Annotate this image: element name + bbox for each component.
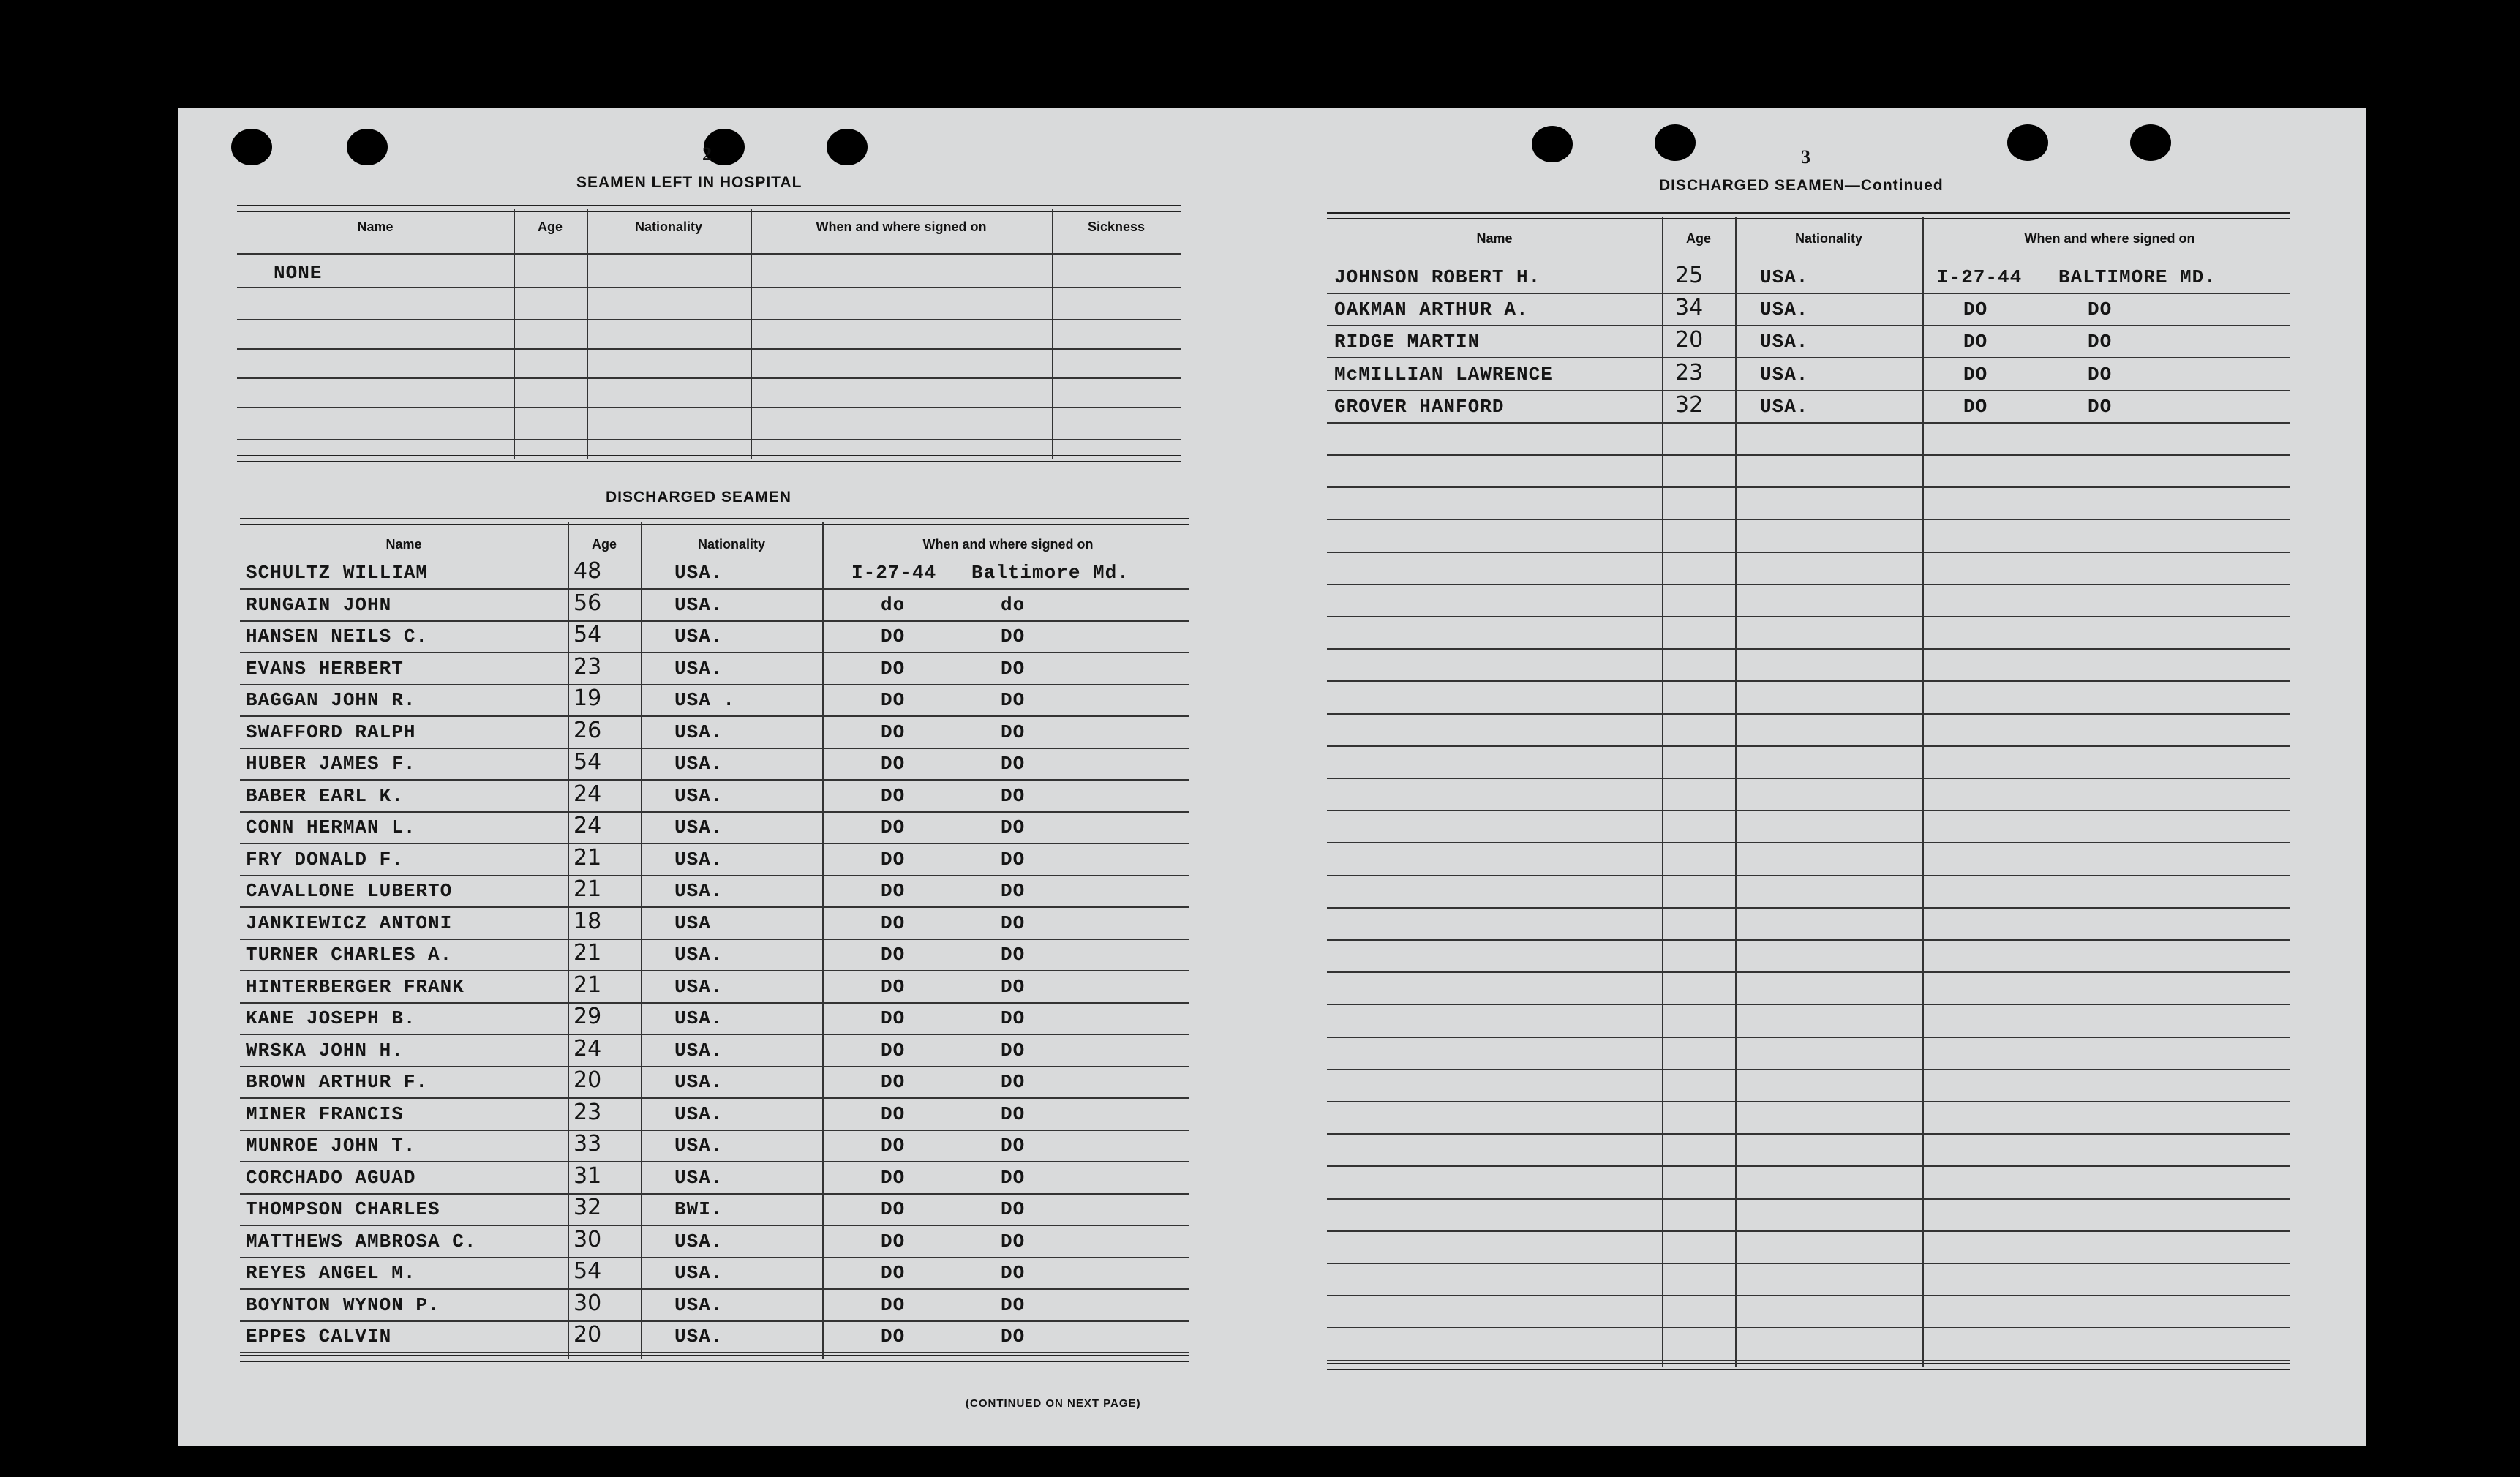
discharged-section-title: DISCHARGED SEAMEN bbox=[606, 489, 791, 506]
age-cell: 33 bbox=[573, 1131, 602, 1157]
hospital-table bbox=[237, 205, 1181, 473]
punch-hole bbox=[1655, 124, 1696, 161]
table-row bbox=[240, 1067, 1189, 1096]
nationality-cell: USA. bbox=[1760, 395, 1809, 418]
name-cell: BABER EARL K. bbox=[246, 784, 404, 807]
column-divider bbox=[514, 209, 515, 459]
nationality-cell: USA. bbox=[674, 1102, 723, 1125]
table-row bbox=[1327, 1070, 2290, 1100]
name-cell: CAVALLONE LUBERTO bbox=[246, 880, 453, 902]
date-cell: DO bbox=[881, 1326, 906, 1348]
place-cell: DO bbox=[1001, 784, 1026, 807]
age-cell: 21 bbox=[573, 876, 602, 902]
date-cell: DO bbox=[881, 689, 906, 711]
place-cell: DO bbox=[1001, 944, 1026, 966]
name-cell: CORCHADO AGUAD bbox=[246, 1166, 416, 1189]
table-row bbox=[1327, 326, 2290, 356]
table-row bbox=[1327, 1135, 2290, 1164]
table-row bbox=[1327, 1200, 2290, 1229]
name-cell: THOMPSON CHARLES bbox=[246, 1198, 440, 1220]
place-cell: DO bbox=[1001, 1166, 1026, 1189]
date-cell: DO bbox=[881, 848, 906, 871]
nationality-cell: USA. bbox=[674, 944, 723, 966]
nationality-cell: USA. bbox=[674, 1293, 723, 1316]
name-cell: OAKMAN ARTHUR A. bbox=[1334, 298, 1529, 321]
age-cell: 20 bbox=[1675, 327, 1704, 353]
place-cell: DO bbox=[1001, 1007, 1026, 1029]
place-cell: DO bbox=[1001, 753, 1026, 775]
table-row bbox=[1327, 650, 2290, 679]
name-cell: NONE bbox=[274, 262, 323, 284]
punch-hole bbox=[231, 129, 272, 165]
place-cell: DO bbox=[1001, 1071, 1026, 1093]
table-row bbox=[1327, 488, 2290, 517]
date-cell: DO bbox=[881, 721, 906, 743]
column-header: Age bbox=[591, 537, 617, 552]
age-cell: 34 bbox=[1675, 295, 1704, 321]
date-cell: DO bbox=[881, 657, 906, 680]
table-row bbox=[240, 748, 1189, 778]
name-cell: GROVER HANFORD bbox=[1334, 395, 1505, 418]
header-rule bbox=[237, 253, 1181, 255]
age-cell: 32 bbox=[573, 1195, 602, 1220]
column-divider bbox=[641, 522, 642, 1359]
table-row bbox=[240, 1321, 1189, 1350]
table-row bbox=[240, 621, 1189, 650]
date-cell: DO bbox=[881, 912, 906, 934]
date-cell: DO bbox=[881, 1198, 906, 1220]
table-row bbox=[240, 1194, 1189, 1223]
table-bottom-rule bbox=[240, 1355, 1189, 1362]
nationality-cell: USA. bbox=[1760, 363, 1809, 386]
table-top-rule bbox=[240, 518, 1189, 525]
name-cell: HANSEN NEILS C. bbox=[246, 625, 429, 647]
table-row bbox=[240, 685, 1189, 714]
name-cell: EVANS HERBERT bbox=[246, 657, 404, 680]
table-row bbox=[237, 258, 1181, 287]
punch-hole bbox=[347, 129, 388, 165]
age-cell: 26 bbox=[573, 717, 602, 743]
column-header: Name bbox=[1476, 231, 1513, 246]
nationality-cell: USA. bbox=[674, 562, 723, 584]
table-row bbox=[240, 1003, 1189, 1032]
date-cell: DO bbox=[881, 753, 906, 775]
table-row bbox=[237, 290, 1181, 319]
date-cell: DO bbox=[881, 1166, 906, 1189]
date-cell: I-27-44 bbox=[1937, 266, 2023, 288]
table-row bbox=[237, 410, 1181, 439]
column-divider bbox=[1662, 217, 1663, 1367]
date-cell: DO bbox=[881, 784, 906, 807]
nationality-cell: USA. bbox=[674, 1166, 723, 1189]
column-header: Nationality bbox=[634, 219, 702, 234]
column-header: Name bbox=[357, 219, 394, 234]
name-cell: EPPES CALVIN bbox=[246, 1326, 392, 1348]
place-cell: DO bbox=[1001, 880, 1026, 902]
place-cell: do bbox=[1001, 593, 1026, 616]
table-row bbox=[1327, 1038, 2290, 1067]
continued-table bbox=[1327, 212, 2290, 1383]
place-cell: DO bbox=[1001, 1198, 1026, 1220]
date-cell: DO bbox=[881, 880, 906, 902]
column-divider bbox=[1922, 217, 1924, 1367]
nationality-cell: USA. bbox=[674, 1039, 723, 1061]
punch-hole bbox=[827, 129, 868, 165]
date-cell: I-27-44 bbox=[851, 562, 937, 584]
nationality-cell: USA. bbox=[674, 880, 723, 902]
table-row bbox=[1327, 617, 2290, 647]
name-cell: BOYNTON WYNON P. bbox=[246, 1293, 440, 1316]
age-cell: 54 bbox=[573, 622, 602, 647]
table-row bbox=[1327, 715, 2290, 744]
name-cell: BROWN ARTHUR F. bbox=[246, 1071, 429, 1093]
name-cell: JANKIEWICZ ANTONI bbox=[246, 912, 453, 934]
place-cell: DO bbox=[1001, 912, 1026, 934]
place-cell: DO bbox=[2088, 298, 2113, 321]
table-row bbox=[1327, 1329, 2290, 1358]
name-cell: REYES ANGEL M. bbox=[246, 1262, 416, 1284]
date-cell: DO bbox=[1963, 395, 1988, 418]
place-cell: DO bbox=[1001, 1102, 1026, 1125]
date-cell: DO bbox=[881, 816, 906, 838]
nationality-cell: USA. bbox=[674, 1326, 723, 1348]
table-row bbox=[1327, 876, 2290, 906]
age-cell: 19 bbox=[573, 685, 602, 711]
right-page-number: 3 bbox=[1801, 146, 1810, 168]
name-cell: HUBER JAMES F. bbox=[246, 753, 416, 775]
table-row bbox=[240, 844, 1189, 873]
date-cell: do bbox=[881, 593, 906, 616]
table-row bbox=[240, 1226, 1189, 1255]
table-row bbox=[1327, 747, 2290, 776]
name-cell: HINTERBERGER FRANK bbox=[246, 975, 464, 998]
row-rule bbox=[237, 407, 1181, 408]
place-cell: DO bbox=[2088, 331, 2113, 353]
age-cell: 29 bbox=[573, 1004, 602, 1029]
date-cell: DO bbox=[881, 1071, 906, 1093]
date-cell: DO bbox=[881, 975, 906, 998]
nationality-cell: USA. bbox=[674, 816, 723, 838]
nationality-cell: USA. bbox=[674, 1230, 723, 1252]
table-row bbox=[1327, 683, 2290, 712]
date-cell: DO bbox=[881, 625, 906, 647]
age-cell: 25 bbox=[1675, 263, 1704, 288]
column-header: When and where signed on bbox=[922, 537, 1094, 552]
table-row bbox=[1327, 973, 2290, 1002]
date-cell: DO bbox=[881, 1135, 906, 1157]
age-cell: 20 bbox=[573, 1322, 602, 1348]
nationality-cell: USA. bbox=[674, 784, 723, 807]
column-divider bbox=[822, 522, 824, 1359]
nationality-cell: BWI. bbox=[674, 1198, 723, 1220]
column-header: Age bbox=[1685, 231, 1711, 246]
table-row bbox=[240, 1099, 1189, 1128]
table-row bbox=[1327, 1006, 2290, 1035]
table-row bbox=[240, 812, 1189, 841]
name-cell: BAGGAN JOHN R. bbox=[246, 689, 416, 711]
place-cell: Baltimore Md. bbox=[971, 562, 1129, 584]
table-row bbox=[1327, 553, 2290, 582]
date-cell: DO bbox=[881, 944, 906, 966]
date-cell: DO bbox=[1963, 363, 1988, 386]
date-cell: DO bbox=[1963, 298, 1988, 321]
row-rule bbox=[237, 439, 1181, 440]
column-header: When and where signed on bbox=[816, 219, 987, 234]
column-divider bbox=[568, 522, 569, 1359]
nationality-cell: USA. bbox=[674, 657, 723, 680]
name-cell: FRY DONALD F. bbox=[246, 848, 404, 871]
place-cell: DO bbox=[1001, 975, 1026, 998]
age-cell: 21 bbox=[573, 940, 602, 966]
nationality-cell: USA. bbox=[674, 1007, 723, 1029]
place-cell: BALTIMORE MD. bbox=[2058, 266, 2216, 288]
age-cell: 56 bbox=[573, 590, 602, 616]
table-row bbox=[1327, 585, 2290, 615]
table-row bbox=[240, 590, 1189, 619]
table-row bbox=[1327, 844, 2290, 873]
table-row bbox=[240, 1162, 1189, 1192]
continued-section-title: DISCHARGED SEAMEN—Continued bbox=[1659, 177, 1944, 194]
column-divider bbox=[587, 209, 588, 459]
column-header: When and where signed on bbox=[2024, 231, 2195, 246]
table-row bbox=[1327, 391, 2290, 421]
table-top-rule bbox=[237, 205, 1181, 212]
date-cell: DO bbox=[881, 1293, 906, 1316]
name-cell: JOHNSON ROBERT H. bbox=[1334, 266, 1541, 288]
name-cell: CONN HERMAN L. bbox=[246, 816, 416, 838]
age-cell: 21 bbox=[573, 844, 602, 871]
place-cell: DO bbox=[1001, 1293, 1026, 1316]
table-row bbox=[240, 781, 1189, 810]
column-header: Age bbox=[537, 219, 563, 234]
table-row bbox=[1327, 1168, 2290, 1197]
date-cell: DO bbox=[881, 1230, 906, 1252]
date-cell: DO bbox=[881, 1262, 906, 1284]
age-cell: 24 bbox=[573, 813, 602, 838]
name-cell: RUNGAIN JOHN bbox=[246, 593, 392, 616]
age-cell: 21 bbox=[573, 971, 602, 998]
age-cell: 24 bbox=[573, 781, 602, 807]
age-cell: 30 bbox=[573, 1226, 602, 1252]
nationality-cell: USA. bbox=[674, 593, 723, 616]
table-row bbox=[237, 377, 1181, 407]
table-row bbox=[1327, 294, 2290, 323]
name-cell: RIDGE MARTIN bbox=[1334, 331, 1481, 353]
table-row bbox=[240, 1035, 1189, 1064]
place-cell: DO bbox=[1001, 1135, 1026, 1157]
nationality-cell: USA. bbox=[1760, 266, 1809, 288]
age-cell: 23 bbox=[1675, 359, 1704, 386]
place-cell: DO bbox=[1001, 1326, 1026, 1348]
name-cell: MINER FRANCIS bbox=[246, 1102, 404, 1125]
table-row bbox=[240, 908, 1189, 937]
place-cell: DO bbox=[1001, 657, 1026, 680]
column-header: Nationality bbox=[1794, 231, 1862, 246]
nationality-cell: USA . bbox=[674, 689, 736, 711]
nationality-cell: USA. bbox=[674, 1135, 723, 1157]
name-cell: McMILLIAN LAWRENCE bbox=[1334, 363, 1553, 386]
name-cell: TURNER CHARLES A. bbox=[246, 944, 453, 966]
table-row bbox=[240, 557, 1189, 587]
table-row bbox=[1327, 521, 2290, 550]
nationality-cell: USA. bbox=[674, 625, 723, 647]
column-header: Sickness bbox=[1087, 219, 1146, 234]
row-rule bbox=[240, 1352, 1189, 1353]
table-row bbox=[240, 876, 1189, 905]
table-row bbox=[240, 1258, 1189, 1287]
table-row bbox=[1327, 456, 2290, 485]
place-cell: DO bbox=[2088, 395, 2113, 418]
table-row bbox=[240, 971, 1189, 1001]
date-cell: DO bbox=[881, 1039, 906, 1061]
discharged-table bbox=[240, 518, 1189, 1396]
age-cell: 32 bbox=[1675, 391, 1704, 418]
table-row bbox=[1327, 262, 2290, 291]
date-cell: DO bbox=[1963, 331, 1988, 353]
name-cell: MATTHEWS AMBROSA C. bbox=[246, 1230, 477, 1252]
row-rule bbox=[1327, 1360, 2290, 1361]
table-row bbox=[1327, 811, 2290, 841]
table-row bbox=[1327, 1264, 2290, 1293]
punch-hole bbox=[2130, 124, 2171, 161]
table-row bbox=[237, 348, 1181, 377]
date-cell: DO bbox=[881, 1102, 906, 1125]
column-header: Name bbox=[385, 537, 422, 552]
table-row bbox=[1327, 1296, 2290, 1326]
nationality-cell: USA bbox=[674, 912, 711, 934]
table-row bbox=[1327, 941, 2290, 970]
name-cell: MUNROE JOHN T. bbox=[246, 1135, 416, 1157]
date-cell: DO bbox=[881, 1007, 906, 1029]
name-cell: WRSKA JOHN H. bbox=[246, 1039, 404, 1061]
column-divider bbox=[751, 209, 752, 459]
place-cell: DO bbox=[1001, 625, 1026, 647]
table-row bbox=[1327, 424, 2290, 453]
table-row bbox=[1327, 359, 2290, 388]
nationality-cell: USA. bbox=[674, 975, 723, 998]
nationality-cell: USA. bbox=[674, 1071, 723, 1093]
name-cell: SWAFFORD RALPH bbox=[246, 721, 416, 743]
place-cell: DO bbox=[1001, 689, 1026, 711]
column-divider bbox=[1052, 209, 1053, 459]
name-cell: KANE JOSEPH B. bbox=[246, 1007, 416, 1029]
age-cell: 48 bbox=[573, 558, 602, 584]
age-cell: 23 bbox=[573, 653, 602, 680]
nationality-cell: USA. bbox=[674, 721, 723, 743]
nationality-cell: USA. bbox=[674, 848, 723, 871]
table-bottom-rule bbox=[237, 455, 1181, 462]
age-cell: 18 bbox=[573, 908, 602, 934]
age-cell: 54 bbox=[573, 749, 602, 775]
nationality-cell: USA. bbox=[1760, 331, 1809, 353]
table-row bbox=[240, 717, 1189, 746]
nationality-cell: USA. bbox=[1760, 298, 1809, 321]
table-row bbox=[1327, 1232, 2290, 1261]
nationality-cell: USA. bbox=[674, 1262, 723, 1284]
column-divider bbox=[1735, 217, 1737, 1367]
place-cell: DO bbox=[1001, 1230, 1026, 1252]
punch-hole bbox=[1532, 126, 1573, 162]
table-row bbox=[240, 1130, 1189, 1160]
table-row bbox=[240, 939, 1189, 969]
table-row bbox=[1327, 1102, 2290, 1132]
left-page-number: 2 bbox=[702, 143, 712, 165]
continued-note: (CONTINUED ON NEXT PAGE) bbox=[966, 1397, 1141, 1410]
name-cell: SCHULTZ WILLIAM bbox=[246, 562, 429, 584]
table-row bbox=[240, 653, 1189, 683]
place-cell: DO bbox=[1001, 721, 1026, 743]
place-cell: DO bbox=[2088, 363, 2113, 386]
table-bottom-rule bbox=[1327, 1363, 2290, 1370]
age-cell: 23 bbox=[573, 1099, 602, 1125]
age-cell: 24 bbox=[573, 1035, 602, 1061]
column-header: Nationality bbox=[697, 537, 765, 552]
place-cell: DO bbox=[1001, 848, 1026, 871]
hospital-section-title: SEAMEN LEFT IN HOSPITAL bbox=[576, 174, 802, 191]
place-cell: DO bbox=[1001, 1039, 1026, 1061]
table-top-rule bbox=[1327, 212, 2290, 219]
nationality-cell: USA. bbox=[674, 753, 723, 775]
row-rule bbox=[237, 287, 1181, 288]
punch-hole bbox=[2007, 124, 2048, 161]
place-cell: DO bbox=[1001, 1262, 1026, 1284]
age-cell: 31 bbox=[573, 1162, 602, 1189]
place-cell: DO bbox=[1001, 816, 1026, 838]
table-row bbox=[240, 1290, 1189, 1319]
table-row bbox=[1327, 779, 2290, 808]
table-row bbox=[1327, 909, 2290, 938]
age-cell: 30 bbox=[573, 1290, 602, 1316]
table-row bbox=[237, 319, 1181, 348]
age-cell: 54 bbox=[573, 1258, 602, 1284]
age-cell: 20 bbox=[573, 1067, 602, 1093]
